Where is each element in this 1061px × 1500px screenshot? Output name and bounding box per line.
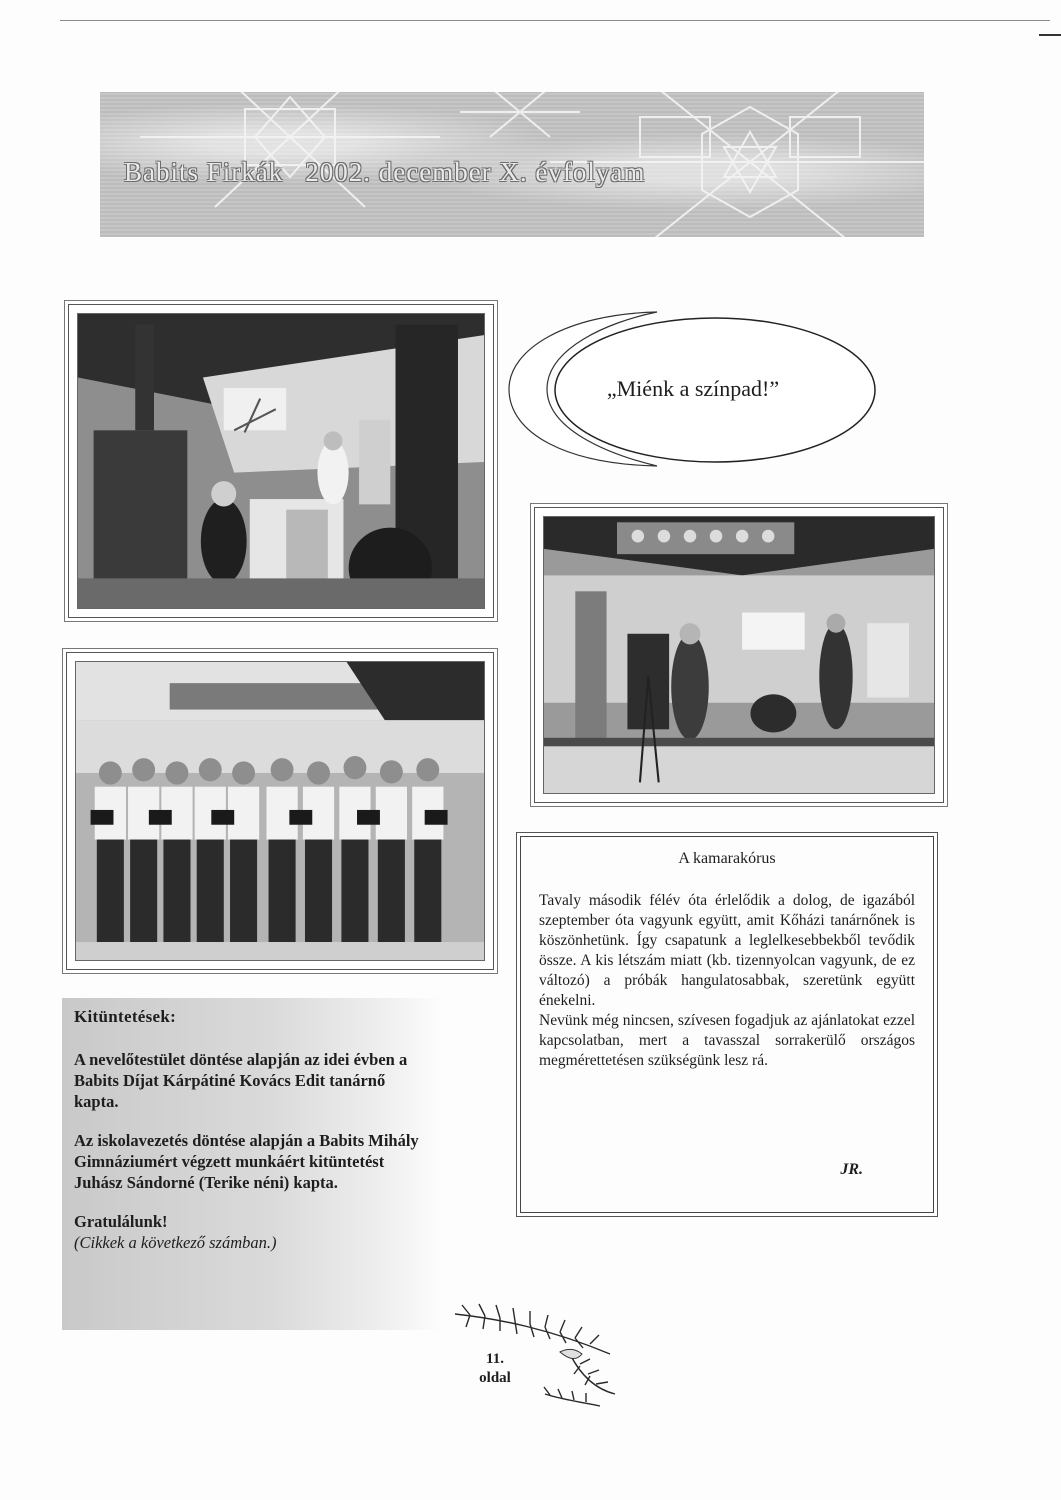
- photo-choir: [75, 661, 485, 961]
- issue-info: 2002. december X. évfolyam: [305, 157, 646, 187]
- page-number-value: 11.: [486, 1351, 504, 1367]
- scan-edge-line: [60, 20, 1050, 21]
- article-paragraph: Tavaly második félév óta érlelődik a dolog, de igazából szeptember óta vagyunk együtt, amit Kőházi tanárnőnek is köszönhetünk. Így csapatunk a leglelkesebbekből tevődik össze. A kis létszám miatt (kb. tizennyolcan vagyunk, de ez változó) a próbák hangulatosabbak, szeretünk együtt énekelni.: [539, 892, 915, 1009]
- choir-photo-image: [76, 662, 484, 960]
- awards-panel: [62, 998, 442, 1330]
- photo-frame-choir: [66, 652, 494, 970]
- article-paragraph: Nevünk még nincsen, szívesen fogadjuk az ajánlatokat ezzel kapcsolatban, mert a tavasszal sorrakerülő országos megmérettetésen szükségünk lesz rá.: [539, 1012, 915, 1069]
- piano-photo-image: [78, 314, 484, 608]
- choir-article: [520, 836, 934, 1213]
- photo-frame-band: [534, 507, 944, 803]
- title-bubble: [507, 304, 879, 472]
- congrats-text: Gratulálunk!: [74, 1212, 168, 1231]
- photo-piano-performance: [77, 313, 485, 609]
- photo-band-performance: [543, 516, 935, 794]
- band-photo-image: [544, 517, 934, 793]
- article-body: [539, 891, 915, 1071]
- publication-name: Babits Firkák: [124, 157, 284, 187]
- award-item: Az iskolavezetés döntése alapján a Babits Mihály Gimnáziumért végzett munkáért kitüntetést Juhász Sándorné (Terike néni) kapta.: [74, 1131, 419, 1192]
- award-item: A nevelőtestület döntése alapján az idei évben a Babits Díjat Kárpátiné Kovács Edit tanárnő kapta.: [74, 1050, 408, 1111]
- next-issue-note: (Cikkek a következő számban.): [74, 1233, 277, 1252]
- page-number: [470, 1350, 520, 1388]
- bubble-title: „Miénk a színpad!”: [606, 376, 780, 401]
- photo-frame-piano: [68, 304, 494, 618]
- awards-heading: Kitüntetések:: [74, 1007, 177, 1026]
- header-banner: [100, 92, 924, 237]
- banner-title: [124, 157, 667, 188]
- article-signature: JR.: [840, 1161, 863, 1178]
- article-title: A kamarakórus: [678, 850, 776, 867]
- scan-edge-mark: [1039, 34, 1061, 36]
- page-number-label: oldal: [479, 1370, 511, 1386]
